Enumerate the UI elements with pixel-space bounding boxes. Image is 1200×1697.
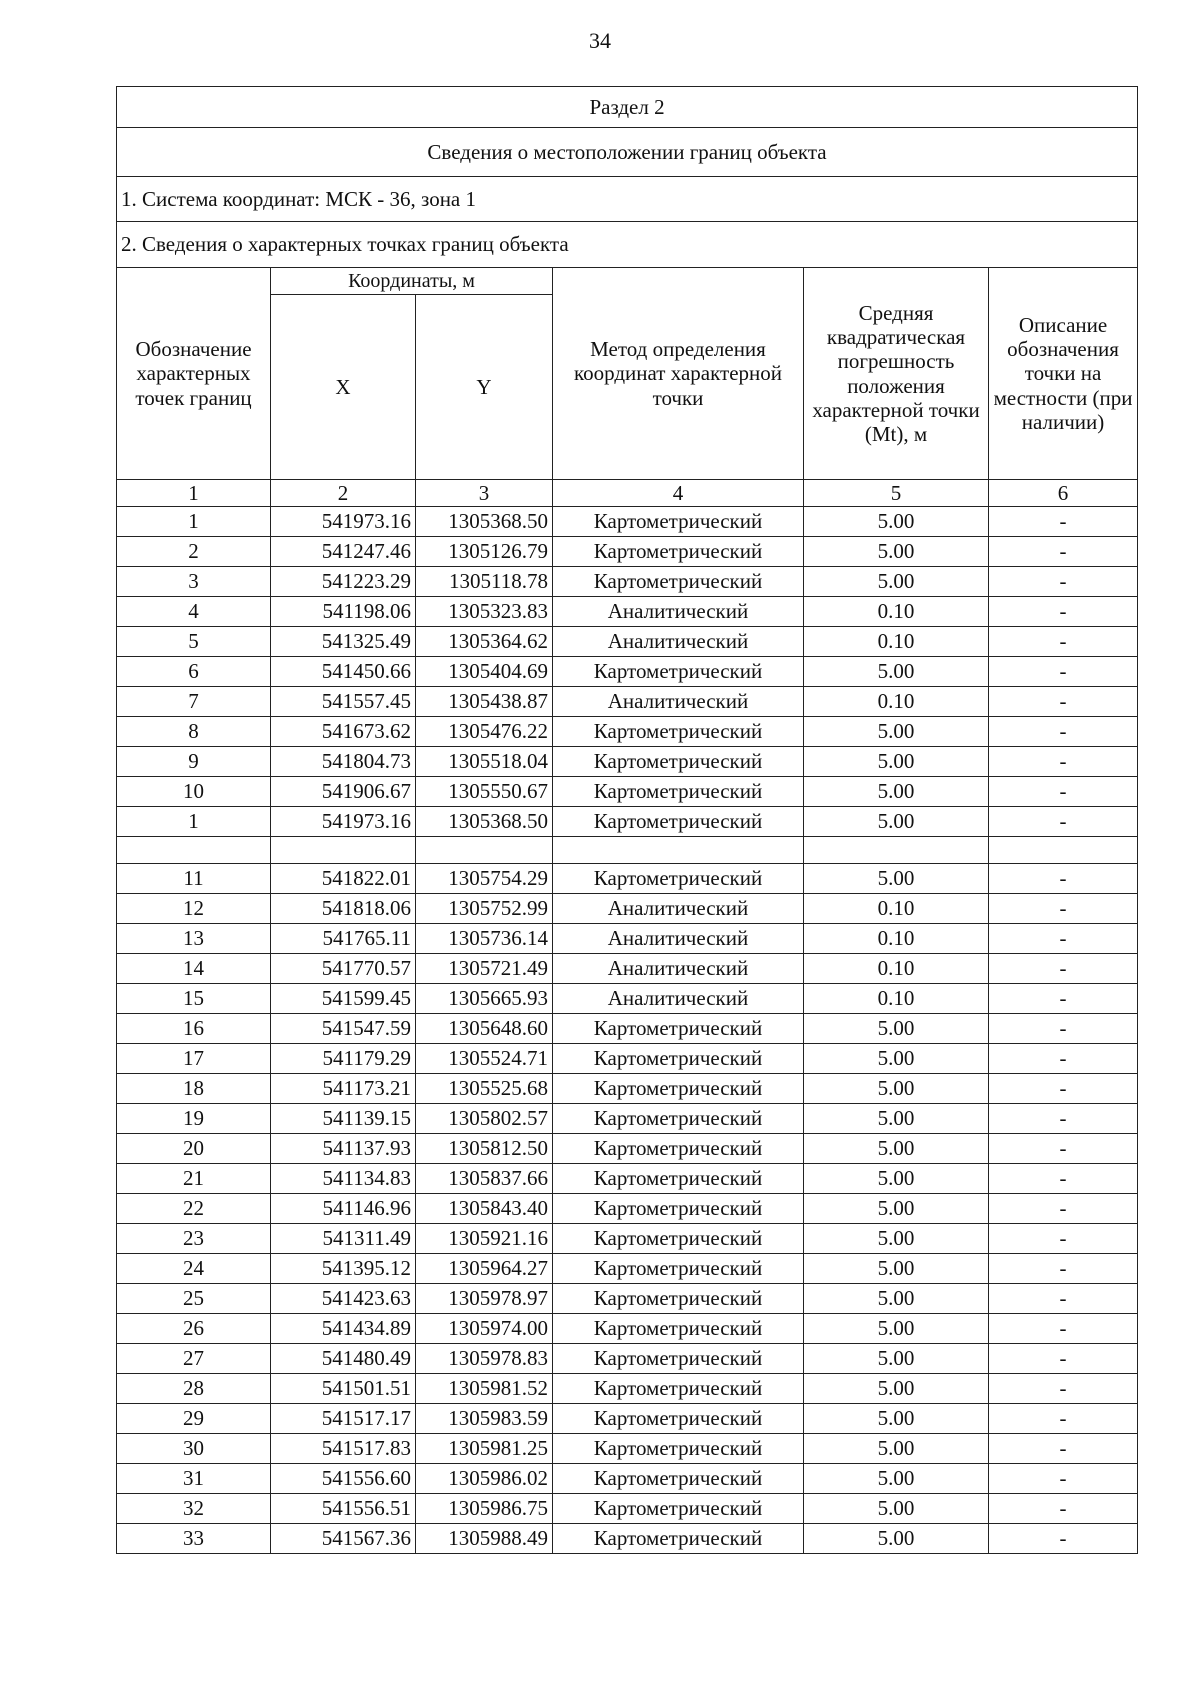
coord-x: 541450.66: [271, 657, 416, 687]
description-cell: -: [989, 597, 1138, 627]
description-cell: -: [989, 1314, 1138, 1344]
method-cell: Картометрический: [553, 657, 804, 687]
description-cell: -: [989, 924, 1138, 954]
accuracy-cell: 5.00: [804, 567, 989, 597]
coord-y: 1305983.59: [416, 1404, 553, 1434]
method-cell: Картометрический: [553, 1404, 804, 1434]
coord-x: 541139.15: [271, 1104, 416, 1134]
description-cell: -: [989, 1074, 1138, 1104]
accuracy-cell: 5.00: [804, 1254, 989, 1284]
accuracy-cell: 0.10: [804, 924, 989, 954]
empty-cell: [416, 837, 553, 864]
point-number: 1: [117, 507, 271, 537]
method-cell: Картометрический: [553, 864, 804, 894]
method-cell: Картометрический: [553, 1434, 804, 1464]
point-number: 26: [117, 1314, 271, 1344]
table-row: [117, 1014, 1138, 1044]
column-number: 4: [553, 480, 804, 507]
coord-x: 541311.49: [271, 1224, 416, 1254]
method-cell: Картометрический: [553, 1104, 804, 1134]
coord-y: 1305665.93: [416, 984, 553, 1014]
coord-x: 541804.73: [271, 747, 416, 777]
coord-x: 541973.16: [271, 507, 416, 537]
coord-y: 1305364.62: [416, 627, 553, 657]
point-number: 17: [117, 1044, 271, 1074]
method-cell: Аналитический: [553, 984, 804, 1014]
coord-y: 1305438.87: [416, 687, 553, 717]
method-cell: Картометрический: [553, 1014, 804, 1044]
method-cell: Аналитический: [553, 597, 804, 627]
header-accuracy: Средняя квадратическая погрешность положения характерной точки (Mt), м: [804, 268, 989, 480]
accuracy-cell: 5.00: [804, 1284, 989, 1314]
accuracy-cell: 5.00: [804, 657, 989, 687]
point-number: 21: [117, 1164, 271, 1194]
description-cell: -: [989, 777, 1138, 807]
method-cell: Картометрический: [553, 747, 804, 777]
header-point-label: Обозначение характерных точек границ: [117, 268, 271, 480]
description-cell: -: [989, 537, 1138, 567]
table-row: [117, 894, 1138, 924]
column-number: 5: [804, 480, 989, 507]
description-cell: -: [989, 894, 1138, 924]
description-cell: -: [989, 864, 1138, 894]
points-heading-row: [117, 222, 1138, 268]
method-cell: Картометрический: [553, 717, 804, 747]
table-row: [117, 717, 1138, 747]
coord-y: 1305323.83: [416, 597, 553, 627]
description-cell: -: [989, 1494, 1138, 1524]
accuracy-cell: 5.00: [804, 807, 989, 837]
coord-x: 541423.63: [271, 1284, 416, 1314]
coord-y: 1305802.57: [416, 1104, 553, 1134]
coord-x: 541770.57: [271, 954, 416, 984]
description-cell: -: [989, 507, 1138, 537]
coord-system-row: [117, 177, 1138, 222]
table-row: [117, 1104, 1138, 1134]
accuracy-cell: 5.00: [804, 1164, 989, 1194]
empty-cell: [117, 837, 271, 864]
coord-y: 1305525.68: [416, 1074, 553, 1104]
method-cell: Аналитический: [553, 954, 804, 984]
table-row: [117, 627, 1138, 657]
description-cell: -: [989, 747, 1138, 777]
coord-x: 541765.11: [271, 924, 416, 954]
point-number: 10: [117, 777, 271, 807]
table-row: [117, 507, 1138, 537]
coord-x: 541480.49: [271, 1344, 416, 1374]
table-row: [117, 687, 1138, 717]
method-cell: Картометрический: [553, 1194, 804, 1224]
coord-x: 541146.96: [271, 1194, 416, 1224]
table-row: [117, 984, 1138, 1014]
coord-y: 1305964.27: [416, 1254, 553, 1284]
method-cell: Картометрический: [553, 1044, 804, 1074]
coord-y: 1305736.14: [416, 924, 553, 954]
description-cell: -: [989, 1224, 1138, 1254]
point-number: 22: [117, 1194, 271, 1224]
coord-x: 541223.29: [271, 567, 416, 597]
description-cell: -: [989, 1044, 1138, 1074]
method-cell: Картометрический: [553, 1254, 804, 1284]
table-row: [117, 597, 1138, 627]
point-number: 11: [117, 864, 271, 894]
method-cell: Картометрический: [553, 1374, 804, 1404]
column-number: 2: [271, 480, 416, 507]
accuracy-cell: 5.00: [804, 1314, 989, 1344]
method-cell: Картометрический: [553, 777, 804, 807]
coord-y: 1305843.40: [416, 1194, 553, 1224]
coord-y: 1305368.50: [416, 507, 553, 537]
table-row: [117, 1074, 1138, 1104]
coord-x: 541547.59: [271, 1014, 416, 1044]
accuracy-cell: 5.00: [804, 1014, 989, 1044]
method-cell: Картометрический: [553, 1314, 804, 1344]
coord-x: 541325.49: [271, 627, 416, 657]
accuracy-cell: 5.00: [804, 1404, 989, 1434]
description-cell: -: [989, 1524, 1138, 1554]
point-number: 25: [117, 1284, 271, 1314]
table-row: [117, 777, 1138, 807]
coord-y: 1305118.78: [416, 567, 553, 597]
description-cell: -: [989, 1134, 1138, 1164]
table-row: [117, 1434, 1138, 1464]
point-number: 30: [117, 1434, 271, 1464]
accuracy-cell: 5.00: [804, 1434, 989, 1464]
point-number: 32: [117, 1494, 271, 1524]
table-row: [117, 567, 1138, 597]
point-number: 29: [117, 1404, 271, 1434]
accuracy-cell: 5.00: [804, 1374, 989, 1404]
description-cell: -: [989, 1464, 1138, 1494]
coord-y: 1305518.04: [416, 747, 553, 777]
coord-x: 541247.46: [271, 537, 416, 567]
table-row: [117, 1194, 1138, 1224]
coord-y: 1305974.00: [416, 1314, 553, 1344]
coord-y: 1305978.83: [416, 1344, 553, 1374]
coord-x: 541198.06: [271, 597, 416, 627]
accuracy-cell: 0.10: [804, 627, 989, 657]
method-cell: Картометрический: [553, 1344, 804, 1374]
coord-system-text: 1. Система координат: МСК - 36, зона 1: [117, 177, 1138, 222]
coord-y: 1305752.99: [416, 894, 553, 924]
coord-x: 541673.62: [271, 717, 416, 747]
description-cell: -: [989, 1014, 1138, 1044]
coord-x: 541179.29: [271, 1044, 416, 1074]
point-number: 14: [117, 954, 271, 984]
table-row: [117, 1254, 1138, 1284]
coord-y: 1305921.16: [416, 1224, 553, 1254]
table-row: [117, 1404, 1138, 1434]
point-number: 3: [117, 567, 271, 597]
coord-x: 541434.89: [271, 1314, 416, 1344]
page-number: 34: [589, 28, 611, 53]
table-row: [117, 1524, 1138, 1554]
accuracy-cell: 5.00: [804, 1074, 989, 1104]
accuracy-cell: 5.00: [804, 1044, 989, 1074]
header-coords-group: Координаты, м: [271, 268, 553, 295]
table-row: [117, 1314, 1138, 1344]
column-number: 6: [989, 480, 1138, 507]
method-cell: Картометрический: [553, 1524, 804, 1554]
coord-y: 1305986.75: [416, 1494, 553, 1524]
description-cell: -: [989, 687, 1138, 717]
accuracy-cell: 5.00: [804, 1344, 989, 1374]
description-cell: -: [989, 954, 1138, 984]
accuracy-cell: 5.00: [804, 717, 989, 747]
point-number: 8: [117, 717, 271, 747]
coord-y: 1305550.67: [416, 777, 553, 807]
point-number: 15: [117, 984, 271, 1014]
description-cell: -: [989, 1104, 1138, 1134]
point-number: 6: [117, 657, 271, 687]
method-cell: Аналитический: [553, 894, 804, 924]
coord-x: 541822.01: [271, 864, 416, 894]
description-cell: -: [989, 627, 1138, 657]
point-number: 2: [117, 537, 271, 567]
coord-y: 1305986.02: [416, 1464, 553, 1494]
coord-x: 541906.67: [271, 777, 416, 807]
coord-x: 541517.17: [271, 1404, 416, 1434]
coord-x: 541818.06: [271, 894, 416, 924]
description-cell: -: [989, 1284, 1138, 1314]
header-description: Описание обозначения точки на местности (при наличии): [989, 268, 1138, 480]
coord-y: 1305648.60: [416, 1014, 553, 1044]
accuracy-cell: 0.10: [804, 597, 989, 627]
accuracy-cell: 5.00: [804, 507, 989, 537]
method-cell: Картометрический: [553, 1284, 804, 1314]
coord-x: 541556.60: [271, 1464, 416, 1494]
table-row: [117, 924, 1138, 954]
table-row: [117, 1134, 1138, 1164]
description-cell: -: [989, 1164, 1138, 1194]
table-row: [117, 1224, 1138, 1254]
description-cell: -: [989, 807, 1138, 837]
column-number: 1: [117, 480, 271, 507]
table-row: [117, 1494, 1138, 1524]
section-title: Раздел 2: [117, 87, 1138, 128]
accuracy-cell: 5.00: [804, 1134, 989, 1164]
method-cell: Картометрический: [553, 1494, 804, 1524]
coord-x: 541517.83: [271, 1434, 416, 1464]
coord-x: 541173.21: [271, 1074, 416, 1104]
point-number: 16: [117, 1014, 271, 1044]
accuracy-cell: 5.00: [804, 1464, 989, 1494]
method-cell: Аналитический: [553, 924, 804, 954]
table-row: [117, 954, 1138, 984]
column-number: 3: [416, 480, 553, 507]
table-row: [117, 864, 1138, 894]
point-number: 27: [117, 1344, 271, 1374]
table-row: [117, 1464, 1138, 1494]
coord-y: 1305721.49: [416, 954, 553, 984]
method-cell: Аналитический: [553, 687, 804, 717]
section-subtitle-row: [117, 128, 1138, 177]
table-row: [117, 1374, 1138, 1404]
coord-y: 1305978.97: [416, 1284, 553, 1314]
description-cell: -: [989, 567, 1138, 597]
point-number: 20: [117, 1134, 271, 1164]
description-cell: -: [989, 1404, 1138, 1434]
coord-y: 1305524.71: [416, 1044, 553, 1074]
method-cell: Картометрический: [553, 1224, 804, 1254]
point-number: 23: [117, 1224, 271, 1254]
accuracy-cell: 5.00: [804, 864, 989, 894]
coord-x: 541137.93: [271, 1134, 416, 1164]
coord-y: 1305126.79: [416, 537, 553, 567]
description-cell: -: [989, 657, 1138, 687]
point-number: 4: [117, 597, 271, 627]
header-y: Y: [416, 295, 553, 480]
description-cell: -: [989, 1254, 1138, 1284]
table-row: [117, 537, 1138, 567]
coord-x: 541973.16: [271, 807, 416, 837]
coord-x: 541556.51: [271, 1494, 416, 1524]
accuracy-cell: 0.10: [804, 954, 989, 984]
method-cell: Картометрический: [553, 1074, 804, 1104]
empty-cell: [553, 837, 804, 864]
accuracy-cell: 5.00: [804, 1224, 989, 1254]
header-x: X: [271, 295, 416, 480]
table-row: [117, 807, 1138, 837]
method-cell: Картометрический: [553, 1464, 804, 1494]
coord-y: 1305981.52: [416, 1374, 553, 1404]
point-number: 9: [117, 747, 271, 777]
description-cell: -: [989, 1344, 1138, 1374]
point-number: 24: [117, 1254, 271, 1284]
points-heading-text: 2. Сведения о характерных точках границ объекта: [117, 222, 1138, 268]
coord-x: 541134.83: [271, 1164, 416, 1194]
accuracy-cell: 5.00: [804, 1494, 989, 1524]
accuracy-cell: 5.00: [804, 1194, 989, 1224]
description-cell: -: [989, 717, 1138, 747]
table-row: [117, 1044, 1138, 1074]
header-method: Метод определения координат характерной точки: [553, 268, 804, 480]
coord-x: 541557.45: [271, 687, 416, 717]
coord-x: 541501.51: [271, 1374, 416, 1404]
coord-x: 541599.45: [271, 984, 416, 1014]
empty-cell: [989, 837, 1138, 864]
table-row: [117, 1284, 1138, 1314]
accuracy-cell: 5.00: [804, 537, 989, 567]
point-number: 31: [117, 1464, 271, 1494]
point-number: 28: [117, 1374, 271, 1404]
section-subtitle: Сведения о местоположении границ объекта: [117, 128, 1138, 177]
section-title-row: [117, 87, 1138, 128]
description-cell: -: [989, 1434, 1138, 1464]
coord-x: 541395.12: [271, 1254, 416, 1284]
header-row-1: [117, 268, 1138, 295]
table-row: [117, 1164, 1138, 1194]
coord-y: 1305837.66: [416, 1164, 553, 1194]
point-number: 13: [117, 924, 271, 954]
point-number: 1: [117, 807, 271, 837]
point-number: 33: [117, 1524, 271, 1554]
method-cell: Картометрический: [553, 537, 804, 567]
accuracy-cell: 5.00: [804, 777, 989, 807]
accuracy-cell: 0.10: [804, 984, 989, 1014]
point-number: 12: [117, 894, 271, 924]
point-number: 18: [117, 1074, 271, 1104]
coord-x: 541567.36: [271, 1524, 416, 1554]
accuracy-cell: 0.10: [804, 687, 989, 717]
table-row: [117, 657, 1138, 687]
method-cell: Картометрический: [553, 1164, 804, 1194]
coord-y: 1305988.49: [416, 1524, 553, 1554]
coord-y: 1305404.69: [416, 657, 553, 687]
accuracy-cell: 0.10: [804, 894, 989, 924]
coord-y: 1305476.22: [416, 717, 553, 747]
method-cell: Картометрический: [553, 507, 804, 537]
empty-cell: [804, 837, 989, 864]
boundary-points-table: [116, 86, 1138, 1554]
accuracy-cell: 5.00: [804, 1104, 989, 1134]
empty-cell: [271, 837, 416, 864]
column-numbers-row: [117, 480, 1138, 507]
coord-y: 1305368.50: [416, 807, 553, 837]
description-cell: -: [989, 1374, 1138, 1404]
coord-y: 1305981.25: [416, 1434, 553, 1464]
description-cell: -: [989, 1194, 1138, 1224]
method-cell: Картометрический: [553, 1134, 804, 1164]
method-cell: Картометрический: [553, 807, 804, 837]
point-number: 5: [117, 627, 271, 657]
table-row: [117, 747, 1138, 777]
description-cell: -: [989, 984, 1138, 1014]
accuracy-cell: 5.00: [804, 1524, 989, 1554]
coord-y: 1305754.29: [416, 864, 553, 894]
point-number: 7: [117, 687, 271, 717]
table-row: [117, 1344, 1138, 1374]
point-number: 19: [117, 1104, 271, 1134]
separator-row: [117, 837, 1138, 864]
coord-y: 1305812.50: [416, 1134, 553, 1164]
method-cell: Картометрический: [553, 567, 804, 597]
accuracy-cell: 5.00: [804, 747, 989, 777]
method-cell: Аналитический: [553, 627, 804, 657]
